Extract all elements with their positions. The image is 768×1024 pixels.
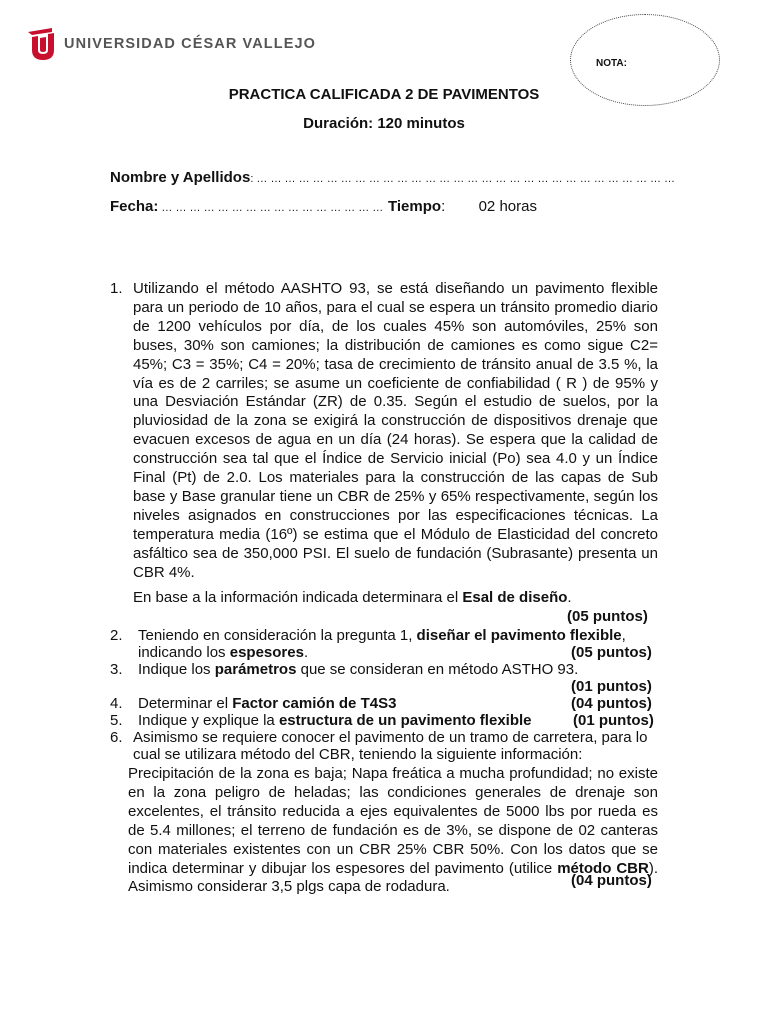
q2-bold: diseñar el pavimento flexible (416, 627, 622, 644)
university-logo (28, 28, 316, 60)
q5-number: 5. (110, 712, 123, 729)
q1-number: 1. (110, 280, 123, 297)
q6-body-bold-method: método (557, 859, 612, 877)
date-field (110, 198, 383, 215)
q5-points: (01 puntos) (573, 712, 654, 729)
date-dots: … … … … … … … … … … … … … … … … (158, 202, 384, 214)
name-field (110, 169, 675, 186)
document-duration: Duración: 120 minutos (303, 115, 465, 132)
q2-line2-bold: espesores (229, 644, 304, 661)
grade-label: NOTA: (596, 58, 627, 69)
q3-post: que se consideran en método ASTHO 93. (296, 661, 579, 678)
q3-text (138, 661, 578, 680)
q2-number: 2. (110, 627, 123, 644)
q2-points: (05 puntos) (571, 644, 652, 661)
q3-bold: parámetros (214, 661, 297, 678)
q4-number: 4. (110, 695, 123, 712)
q5-pre: Indique y explique la (138, 712, 279, 729)
name-label: Nombre y Apellidos (110, 169, 251, 186)
name-dots: : … … … … … … … … … … … … … … … … … … … … … … … … … … … … … … (250, 173, 676, 185)
q1-final-line (133, 589, 572, 608)
q6-body-bold-cbr: CBR (616, 859, 649, 877)
q6-body-text: Precipitación de la zona es baja; Napa freática a mucha profundidad; no existe en la zona peligro de heladas; las condiciones generales de drenaje son excelentes, el tránsito reducida a ejes equivalentes de 5000 lbs por rueda es de 5.4 millones; el terreno de fundación es de 3%, se dispone de 02 canteras con materiales existentes con un CBR 25% CBR 50%. Con los datos que se indica determinar y dibujar los espesores del pavimento (utilice (128, 765, 658, 877)
q6-line1: Asimismo se requiere conocer el pavimento de un tramo de carretera, para lo (133, 729, 648, 746)
q1-text: Utilizando el método AASHTO 93, se está diseñando un pavimento flexible para un periodo de 10 años, para el cual se espera un tránsito promedio diario de 1200 vehículos por día, de los cuales 45% son automóviles, 25% son buses, 30% son camiones; la distribución de camiones es como sigue C2= 45%; C3 = 35%; C4 = 20%; tasa de crecimiento de tránsito anual de 3.5 %, la vía es de 2 carriles; se asume un coeficiente de confiabilidad ( R ) de 95% y una Desviación Estándar (ZR) de 0.35. Según el estudio de suelos, por la pluviosidad de la zona se exigirá la construcción de dispositivos drenaje que evacuen excesos de agua en un día (24 horas). Se espera que la calidad de construcción sea tal que el Índice de Servicio inicial (Po) sea 4.0 y un Índice Final (Pt) de 2.0. Los materiales para la construcción de las capas de Sub base y Base granular tiene un CBR de 25% y 65% respectivamente, según los niveles asignados en construcciones por las especificaciones técnicas. La temperatura media (16º) se estima que el Módulo de Elasticidad del concreto asfáltico sea de 350,000 PSI. El suelo de fundación (Subrasante) presenta un CBR 4%. (133, 280, 658, 581)
q6-points: (04 puntos) (571, 872, 652, 889)
q3-number: 3. (110, 661, 123, 678)
date-label: Fecha: (110, 198, 159, 215)
document-title: PRACTICA CALIFICADA 2 DE PAVIMENTOS (228, 86, 540, 103)
time-field (388, 198, 537, 215)
time-label: Tiempo (388, 198, 442, 215)
time-value: : 02 horas (441, 198, 537, 215)
q3-pre: Indique los (138, 661, 215, 678)
q3-points: (01 puntos) (571, 678, 652, 695)
q1-final-bold: Esal de diseño (462, 589, 568, 606)
q2-line2-post: . (303, 644, 309, 661)
q2-pre: Teniendo en consideración la pregunta 1, (138, 627, 417, 644)
q1-points: (05 puntos) (567, 608, 648, 625)
q4-points: (04 puntos) (571, 695, 652, 712)
q1-final-pre: En base a la información indicada determinara el (133, 589, 463, 606)
q6-line2: cual se utilizara método del CBR, teniendo la siguiente información: (133, 746, 583, 763)
q6-body-end: ). Asimismo considerar 3,5 plgs capa de rodadura. (128, 859, 659, 896)
q5-bold: estructura de un pavimento flexible (278, 712, 532, 729)
ucv-emblem-icon (28, 28, 58, 60)
q6-number: 6. (110, 729, 123, 746)
q4-pre: Determinar el (138, 695, 233, 712)
university-name: UNIVERSIDAD CÉSAR VALLEJO (64, 36, 317, 52)
q2-line2-pre: indicando los (138, 644, 230, 661)
q2-post: , (621, 627, 626, 644)
q4-bold: Factor camión de T4S3 (232, 695, 397, 712)
q1-final-post: . (567, 589, 572, 606)
